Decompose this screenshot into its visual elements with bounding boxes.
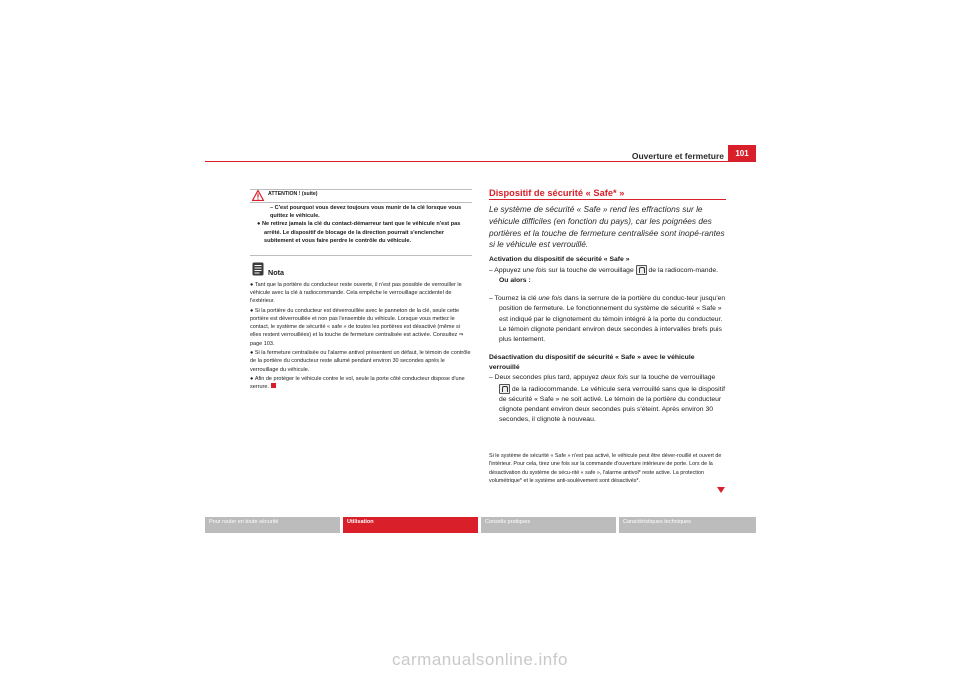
note-item [250, 281, 472, 305]
text-run: – Tournez la clé [489, 294, 539, 302]
warning-header [250, 190, 472, 203]
text-emphasis: une fois [522, 267, 547, 275]
bullet-icon: ● [257, 221, 262, 228]
warning-triangle-icon [252, 190, 264, 201]
text-run: – Appuyez [489, 267, 523, 275]
text-emphasis: une fois [538, 294, 563, 302]
footer-tab-usage[interactable]: Utilisation [343, 517, 478, 533]
section-intro: Le système de sécurité « Safe » rend les effractions sur le véhicule difficiles (en fonction du pays), car les poignées des portières et la touche de fermeture centralisée sont inopé-rantes si le véhicule est verrouillé. [489, 204, 725, 250]
note-item [250, 349, 472, 373]
deactivation-heading: Désactivation du dispositif de sécurité « Safe » avec le véhicule verrouillé [489, 353, 695, 371]
watermark: carmanualsonline.info [392, 650, 568, 669]
note-item-text: Afin de protéger le véhicule contre le vol, seule la porte côté conducteur dispose d'une serrure. [250, 376, 465, 391]
bullet-icon: ● [250, 307, 255, 314]
note-item-text: Tant que la portière du conducteur reste ouverte, il n'est pas possible de verrouiller le véhicule avec la clé à radiocommande. Cela empêche le verrouillage accidentel de l'extérieur. [250, 282, 462, 305]
section-title: Dispositif de sécurité « Safe* » [489, 188, 625, 198]
footer-tab-technical-specs[interactable]: Caractéristiques techniques [619, 517, 756, 533]
section-note-text: Si le système de sécurité « Safe » n'est pas activé, le véhicule peut être déver-rouillé et ouvert de l'intérieur. Pour cela, tirez une fois sur la commande d'ouverture intérieure de porte. Lors de la désactivation du système de sécu-rité « safe », l'alarme antivol* reste active. La protection volumétrique* et le système anti-soulèvement sont désactivés*. [489, 453, 722, 484]
section-end-icon [271, 383, 276, 388]
running-header-title: Ouverture et fermeture [631, 151, 724, 161]
section-rule [489, 199, 726, 200]
page-number: 101 [728, 145, 756, 162]
note-item [250, 307, 472, 348]
deactivation-step [489, 373, 726, 426]
activation-step-1 [489, 265, 726, 286]
activation-step-2 [489, 294, 726, 346]
text-run: dans la serrure de la portière du conduc-teur jusqu'en position de fermeture. Le fonctionnement du système de sécurité « Safe » est indiqué par le clignotement du témoin intégré à la porte du conducteur. Le témoin clignote pendant environ deux secondes à intervalles brefs puis plus lentement. [499, 294, 726, 344]
text-run: de la radiocommande. Le véhicule sera verrouillé sans que le dispositif de sécurité « Safe » ne soit activé. Le témoin de la portière du conducteur clignote pendant environ deux secondes puis s'éteint. Après environ 30 secondes, il clignote à nouveau. [499, 385, 725, 424]
warning-item: – C'est pourquoi vous devez toujours vous munir de la clé lorsque vous quittez le véhicule. [270, 205, 462, 220]
note-item [250, 375, 472, 391]
note-body [250, 281, 472, 393]
activation-heading: Activation du dispositif de sécurité « Safe » [489, 256, 630, 263]
text-run: sur la touche de verrouillage [628, 374, 716, 382]
text-strong: Ou alors : [499, 277, 531, 285]
bullet-icon: ● [250, 350, 255, 357]
note-label: Nota [268, 268, 284, 277]
text-run: sur la touche de verrouillage [546, 267, 636, 275]
footer-tab-safety[interactable]: Pour rouler en toute sécurité [205, 517, 340, 533]
lock-key-icon [499, 384, 510, 394]
warning-box [250, 189, 472, 256]
text-run: – Deux secondes plus tard, appuyez [489, 374, 601, 382]
continue-arrow-icon [716, 485, 726, 495]
text-emphasis: deux fois [600, 374, 629, 382]
note-item-text: Si la portière du conducteur est déverrouillée avec le panneton de la clé, seule cette portière est déverrouillée et non pas l'ensemble du véhicule. Lorsque vous mettez le contact, le système de sécurité « safe » de toutes les portières est désactivé (même si elles restent verrouillées) et la touche de fermeture centralisée est activée. Consultez ⇒ page 103. [250, 307, 464, 347]
header-rule [205, 161, 756, 162]
section-body [489, 255, 726, 426]
warning-item-text: Ne retirez jamais la clé du contact-démarreur tant que le véhicule n'est pas arrêté. Le dispositif de blocage de la direction pourrait s'enclencher subitement et vous faire perdre le contrôle du véhicule. [261, 221, 461, 244]
footer-tab-practical-tips[interactable]: Conseils pratiques [481, 517, 616, 533]
bullet-icon: ● [250, 282, 255, 288]
warning-body [250, 204, 472, 245]
note-icon [252, 262, 264, 276]
lock-key-icon [636, 265, 647, 275]
section-note [489, 452, 726, 485]
warning-title: ATTENTION ! (suite) [268, 191, 318, 197]
note-item-text: Si la fermeture centralisée ou l'alarme antivol présentent un défaut, le témoin de contrôle de la portière du conducteur reste allumé pendant environ 30 secondes après le verrouillage du véhicule. [250, 350, 471, 373]
warning-item [250, 220, 472, 245]
bullet-icon: ● [250, 376, 255, 383]
text-run: de la radiocom-mande. [646, 267, 719, 275]
